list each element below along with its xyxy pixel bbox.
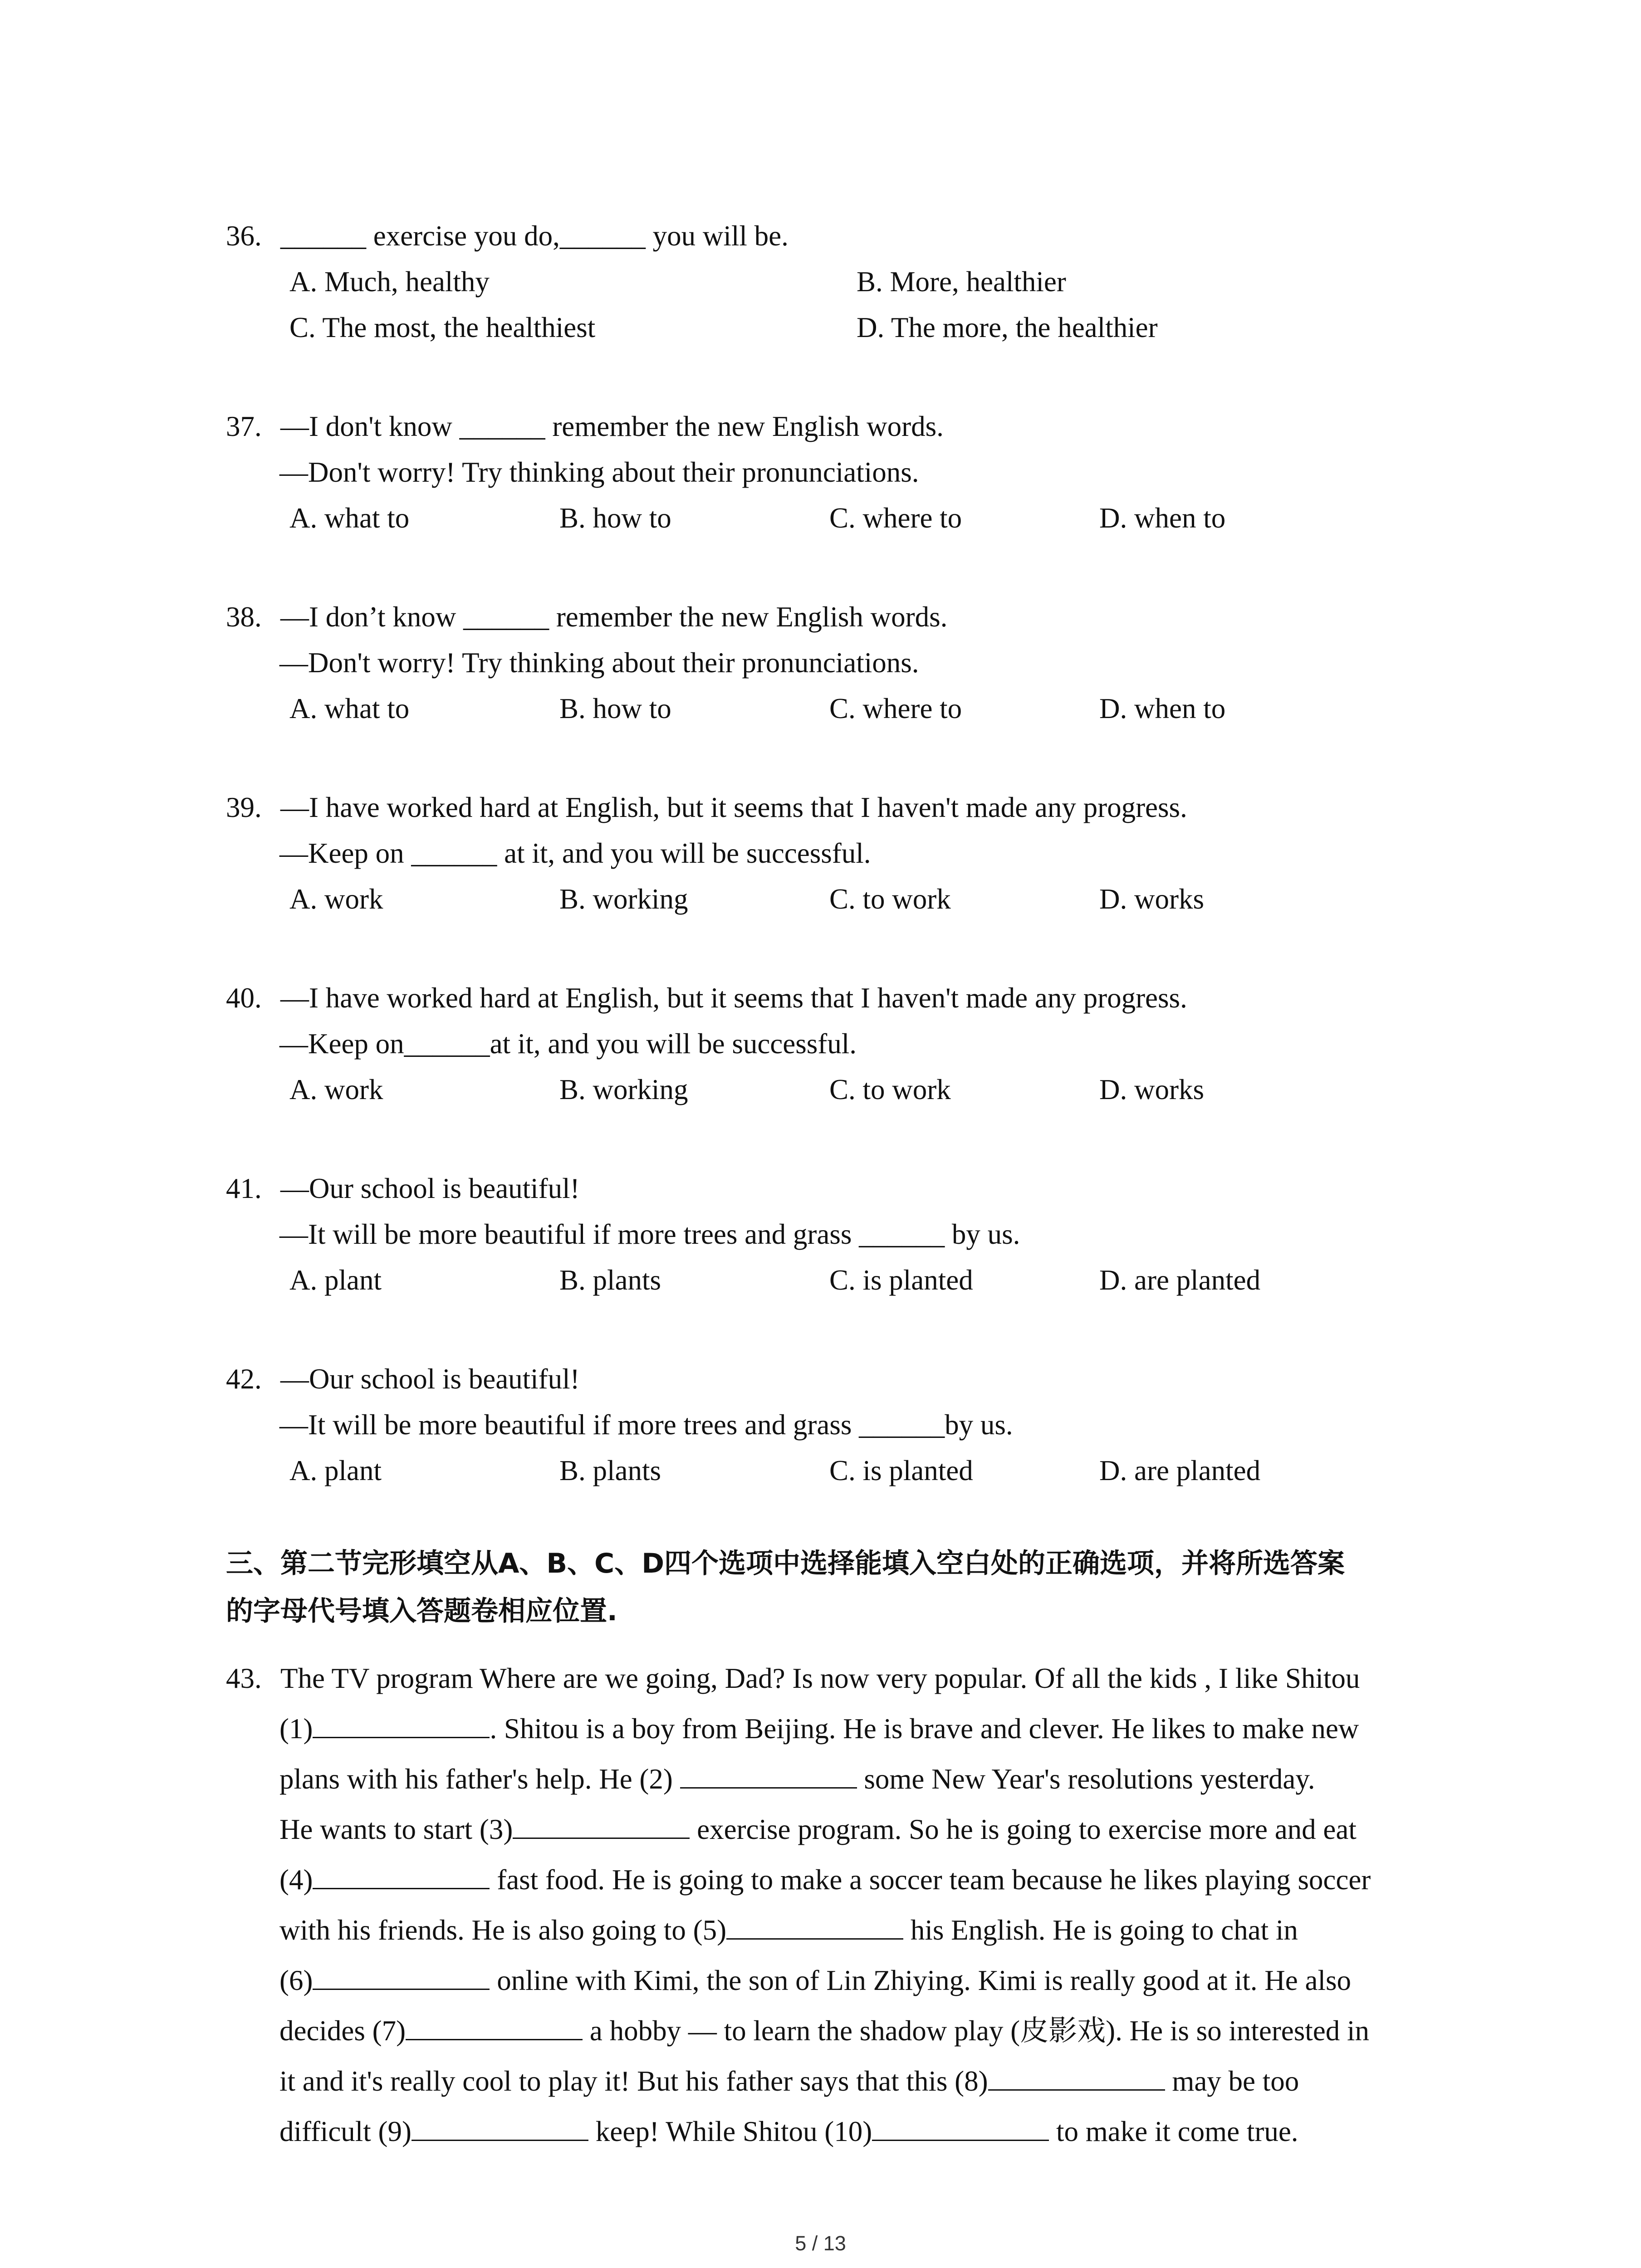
passage-text: . Shitou is a boy from Beijing. He is brave and clever. He likes to make new xyxy=(490,1713,1359,1745)
answer-blank[interactable] xyxy=(726,1911,903,1940)
question-stem-text: —I have worked hard at English, but it seems that I haven't made any progress. xyxy=(280,792,1187,823)
answer-option[interactable]: B. how to xyxy=(559,693,671,724)
question-number: 40. xyxy=(226,982,262,1014)
question-stem-line xyxy=(226,450,1487,495)
question-stem-line xyxy=(226,404,1487,450)
question-number: 43. xyxy=(226,1662,262,1694)
answer-option[interactable]: A. plant xyxy=(289,1264,382,1296)
passage-line xyxy=(226,1804,1487,1855)
question-stem-text: —It will be more beautiful if more trees and grass ______ by us. xyxy=(279,1218,1020,1250)
passage-text: it and it's really cool to play it! But his father says that this (8) xyxy=(279,2065,988,2097)
options-row xyxy=(226,1257,1487,1303)
passage-line xyxy=(226,1754,1487,1804)
question-stem-text: —I don’t know ______ remember the new English words. xyxy=(280,601,948,633)
answer-option[interactable]: C. to work xyxy=(829,1074,951,1105)
question-stem-line xyxy=(226,831,1487,876)
options-row xyxy=(226,686,1487,732)
section-heading-line-1: 三、第二节完形填空从A、B、C、D四个选项中选择能填入空白处的正确选项，并将所选答案 xyxy=(226,1548,1345,1579)
answer-option[interactable]: C. is planted xyxy=(829,1455,973,1486)
passage-text: keep! While Shitou (10) xyxy=(588,2116,872,2147)
question-stem-text: —Our school is beautiful! xyxy=(280,1173,580,1204)
answer-option[interactable]: B. working xyxy=(559,1074,688,1105)
options-row xyxy=(226,1067,1487,1113)
answer-blank[interactable] xyxy=(872,2112,1049,2141)
passage-line xyxy=(226,2006,1487,2056)
answer-option[interactable]: A. what to xyxy=(289,502,410,534)
answer-option[interactable]: B. plants xyxy=(559,1455,661,1486)
question-stem-text: —Keep on ______ at it, and you will be successful. xyxy=(279,837,871,869)
answer-blank[interactable] xyxy=(411,2112,588,2141)
question-stem-text: —Our school is beautiful! xyxy=(280,1363,580,1395)
passage-text: may be too xyxy=(1165,2065,1299,2097)
answer-option[interactable]: B. plants xyxy=(559,1264,661,1296)
question-number: 41. xyxy=(226,1173,262,1204)
question-stem-text: —Keep on______at it, and you will be successful. xyxy=(279,1028,857,1060)
options-row xyxy=(226,876,1487,922)
answer-option[interactable]: D. works xyxy=(1099,883,1204,915)
answer-blank[interactable] xyxy=(988,2062,1165,2091)
passage-line xyxy=(226,1653,1487,1704)
answer-option[interactable]: C. where to xyxy=(829,693,962,724)
answer-blank[interactable] xyxy=(406,2012,583,2040)
question-36 xyxy=(226,213,1487,351)
question-stem-text: —I don't know ______ remember the new English words. xyxy=(280,411,944,442)
question-stem-line xyxy=(226,1356,1487,1402)
answer-option[interactable]: C. The most, the healthiest xyxy=(289,312,596,343)
answer-option[interactable]: C. to work xyxy=(829,883,951,915)
answer-option[interactable]: A. what to xyxy=(289,693,410,724)
question-number: 38. xyxy=(226,601,262,633)
question-stem-line xyxy=(226,594,1487,640)
question-stem-line xyxy=(226,213,1487,259)
answer-option[interactable]: D. are planted xyxy=(1099,1264,1261,1296)
passage-text: plans with his father's help. He (2) xyxy=(279,1763,680,1795)
passage-line xyxy=(226,1955,1487,2006)
answer-option[interactable]: D. are planted xyxy=(1099,1455,1261,1486)
question-stem-line xyxy=(226,785,1487,831)
section-heading-line-2: 的字母代号填入答题卷相应位置. xyxy=(226,1595,617,1627)
passage-line xyxy=(226,1905,1487,1955)
passage-text: fast food. He is going to make a soccer team because he likes playing soccer xyxy=(490,1864,1371,1896)
passage-text: a hobby — to learn the shadow play (皮影戏). He is so interested in xyxy=(583,2015,1370,2047)
answer-option[interactable]: B. how to xyxy=(559,502,671,534)
question-42 xyxy=(226,1356,1487,1494)
answer-option[interactable]: C. is planted xyxy=(829,1264,973,1296)
question-stem-text: —Don't worry! Try thinking about their pronunciations. xyxy=(279,647,919,679)
answer-option[interactable]: A. work xyxy=(289,1074,383,1105)
answer-blank[interactable] xyxy=(513,1810,690,1839)
answer-option[interactable]: D. when to xyxy=(1099,693,1226,724)
question-38 xyxy=(226,594,1487,732)
answer-blank[interactable] xyxy=(313,1710,490,1738)
question-number: 39. xyxy=(226,792,262,823)
answer-option[interactable]: C. where to xyxy=(829,502,962,534)
passage-text: difficult (9) xyxy=(279,2116,412,2147)
answer-blank[interactable] xyxy=(680,1760,857,1789)
question-stem-text: —It will be more beautiful if more trees and grass ______by us. xyxy=(279,1409,1013,1441)
answer-option[interactable]: B. working xyxy=(559,883,688,915)
question-40 xyxy=(226,975,1487,1113)
question-number: 36. xyxy=(226,220,262,252)
passage-text: (1) xyxy=(279,1713,313,1745)
passage-line xyxy=(226,2056,1487,2107)
answer-blank[interactable] xyxy=(313,1961,490,1990)
passage-text: (6) xyxy=(279,1965,313,1996)
answer-option[interactable]: A. plant xyxy=(289,1455,382,1486)
question-41 xyxy=(226,1166,1487,1303)
passage-text: (4) xyxy=(279,1864,313,1896)
passage-text: exercise program. So he is going to exercise more and eat xyxy=(690,1813,1357,1845)
options-row xyxy=(226,1448,1487,1494)
answer-blank[interactable] xyxy=(313,1861,490,1889)
passage-text: The TV program Where are we going, Dad? Is now very popular. Of all the kids , I like Shitou xyxy=(280,1662,1360,1694)
question-stem-line xyxy=(226,1166,1487,1212)
question-stem-text: —I have worked hard at English, but it seems that I haven't made any progress. xyxy=(280,982,1187,1014)
answer-option[interactable]: D. The more, the healthier xyxy=(857,312,1158,343)
passage-text: with his friends. He is also going to (5) xyxy=(279,1914,727,1946)
options-row xyxy=(226,259,1487,305)
passage-line xyxy=(226,1704,1487,1754)
question-39 xyxy=(226,785,1487,922)
passage-text: decides (7) xyxy=(279,2015,406,2047)
question-stem-line xyxy=(226,640,1487,686)
answer-option[interactable]: D. when to xyxy=(1099,502,1226,534)
question-number: 37. xyxy=(226,411,262,442)
options-row xyxy=(226,495,1487,541)
passage-text: He wants to start (3) xyxy=(279,1813,513,1845)
passage-text: some New Year's resolutions yesterday. xyxy=(857,1763,1315,1795)
options-row xyxy=(226,305,1487,351)
answer-option[interactable]: D. works xyxy=(1099,1074,1204,1105)
question-stem-line xyxy=(226,1021,1487,1067)
question-stem-line xyxy=(226,975,1487,1021)
passage-text: online with Kimi, the son of Lin Zhiying. Kimi is really good at it. He also xyxy=(490,1965,1351,1996)
question-number: 42. xyxy=(226,1363,262,1395)
cloze-passage xyxy=(226,1653,1487,2157)
passage-text: his English. He is going to chat in xyxy=(903,1914,1298,1946)
question-37 xyxy=(226,404,1487,541)
passage-line xyxy=(226,2107,1487,2157)
answer-option[interactable]: A. Much, healthy xyxy=(289,266,490,298)
section-heading xyxy=(226,1540,1487,1635)
question-stem-line xyxy=(226,1212,1487,1257)
answer-option[interactable]: A. work xyxy=(289,883,383,915)
passage-text: to make it come true. xyxy=(1049,2116,1298,2147)
answer-option[interactable]: B. More, healthier xyxy=(857,266,1066,298)
passage-line xyxy=(226,1855,1487,1905)
page-number: 5 / 13 xyxy=(795,2232,846,2255)
question-stem-line xyxy=(226,1402,1487,1448)
question-stem-text: ______ exercise you do,______ you will be. xyxy=(280,220,789,252)
question-stem-text: —Don't worry! Try thinking about their pronunciations. xyxy=(279,456,919,488)
